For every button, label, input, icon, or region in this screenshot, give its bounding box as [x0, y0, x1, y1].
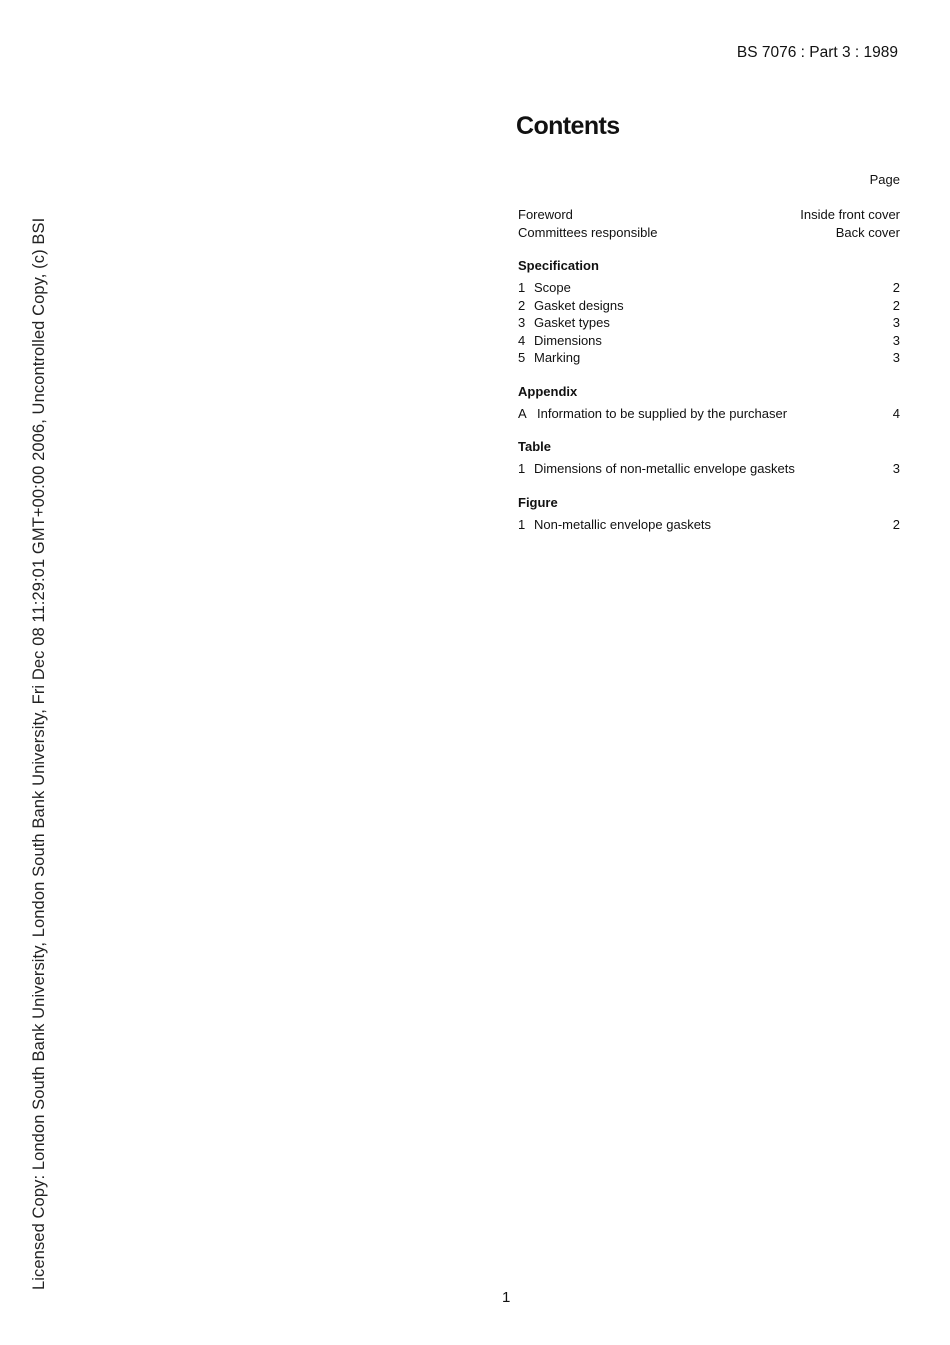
toc-entry-number: 1	[518, 461, 526, 476]
toc-entry-page: 3	[892, 350, 900, 365]
toc-entry-number: 1	[518, 280, 526, 295]
toc-entry-page: 2	[892, 516, 900, 532]
toc-entry-label: Dimensions of non-metallic envelope gaskets	[534, 461, 795, 476]
toc-entry-dimensions[interactable]	[516, 332, 900, 350]
toc-entry-page: Inside front cover	[800, 207, 900, 222]
specification-group	[516, 257, 900, 367]
page-number: 1	[502, 1289, 511, 1306]
licensed-copy-watermark: Licensed Copy: London South Bank University, London South Bank University, Fri Dec 08 11:29:01 GMT+00:00 2006, Uncontrolled Copy, (c) BSI	[30, 217, 48, 1290]
toc-entry-number: A	[518, 405, 527, 421]
toc-entry-number: 3	[518, 315, 526, 330]
toc-entry-page: 2	[892, 280, 900, 295]
page-column-label: Page	[869, 172, 900, 187]
toc-entry-label: Committees responsible	[518, 224, 658, 240]
toc-entry-label: Non-metallic envelope gaskets	[534, 516, 712, 532]
document-reference: BS 7076 : Part 3 : 1989	[736, 44, 898, 61]
toc-entry-number: 4	[518, 332, 526, 348]
table-group	[516, 438, 900, 478]
toc-entry-label: Dimensions	[534, 332, 602, 348]
toc-entry-label: Gasket designs	[534, 297, 624, 313]
front-matter-group	[516, 206, 900, 241]
toc-entry-number: 2	[518, 297, 526, 313]
section-heading-appendix: Appendix	[518, 383, 578, 399]
toc-entry-page: 3	[892, 332, 900, 348]
toc-entry-page: 3	[892, 315, 900, 330]
toc-entry-scope[interactable]	[516, 279, 900, 297]
toc-entry-label: Scope	[534, 280, 571, 295]
toc-entry-number: 5	[518, 350, 526, 365]
toc-entry-committees[interactable]	[516, 224, 900, 242]
toc-entry-table-1[interactable]	[516, 460, 900, 478]
toc-entry-marking[interactable]	[516, 349, 900, 367]
appendix-group	[516, 383, 900, 423]
toc-entry-label: Information to be supplied by the purchaser	[537, 405, 788, 421]
contents-title: Contents	[516, 112, 620, 140]
section-heading-specification: Specification	[518, 258, 599, 273]
table-of-contents	[516, 110, 900, 533]
toc-entry-page: 4	[892, 405, 900, 421]
section-heading-table: Table	[518, 439, 551, 454]
toc-entry-page: 3	[892, 461, 900, 476]
figure-group	[516, 494, 900, 534]
toc-entry-gasket-types[interactable]	[516, 314, 900, 332]
section-heading-figure: Figure	[518, 494, 558, 510]
toc-entry-appendix-a[interactable]	[516, 405, 900, 423]
toc-entry-figure-1[interactable]	[516, 516, 900, 534]
toc-entry-label: Gasket types	[534, 315, 610, 330]
toc-entry-foreword[interactable]	[516, 206, 900, 224]
toc-entry-number: 1	[518, 516, 526, 532]
toc-entry-page: 2	[892, 297, 900, 313]
toc-entry-label: Foreword	[518, 207, 573, 222]
toc-entry-gasket-designs[interactable]	[516, 297, 900, 315]
toc-entry-page: Back cover	[835, 224, 900, 240]
toc-entry-label: Marking	[534, 350, 581, 365]
